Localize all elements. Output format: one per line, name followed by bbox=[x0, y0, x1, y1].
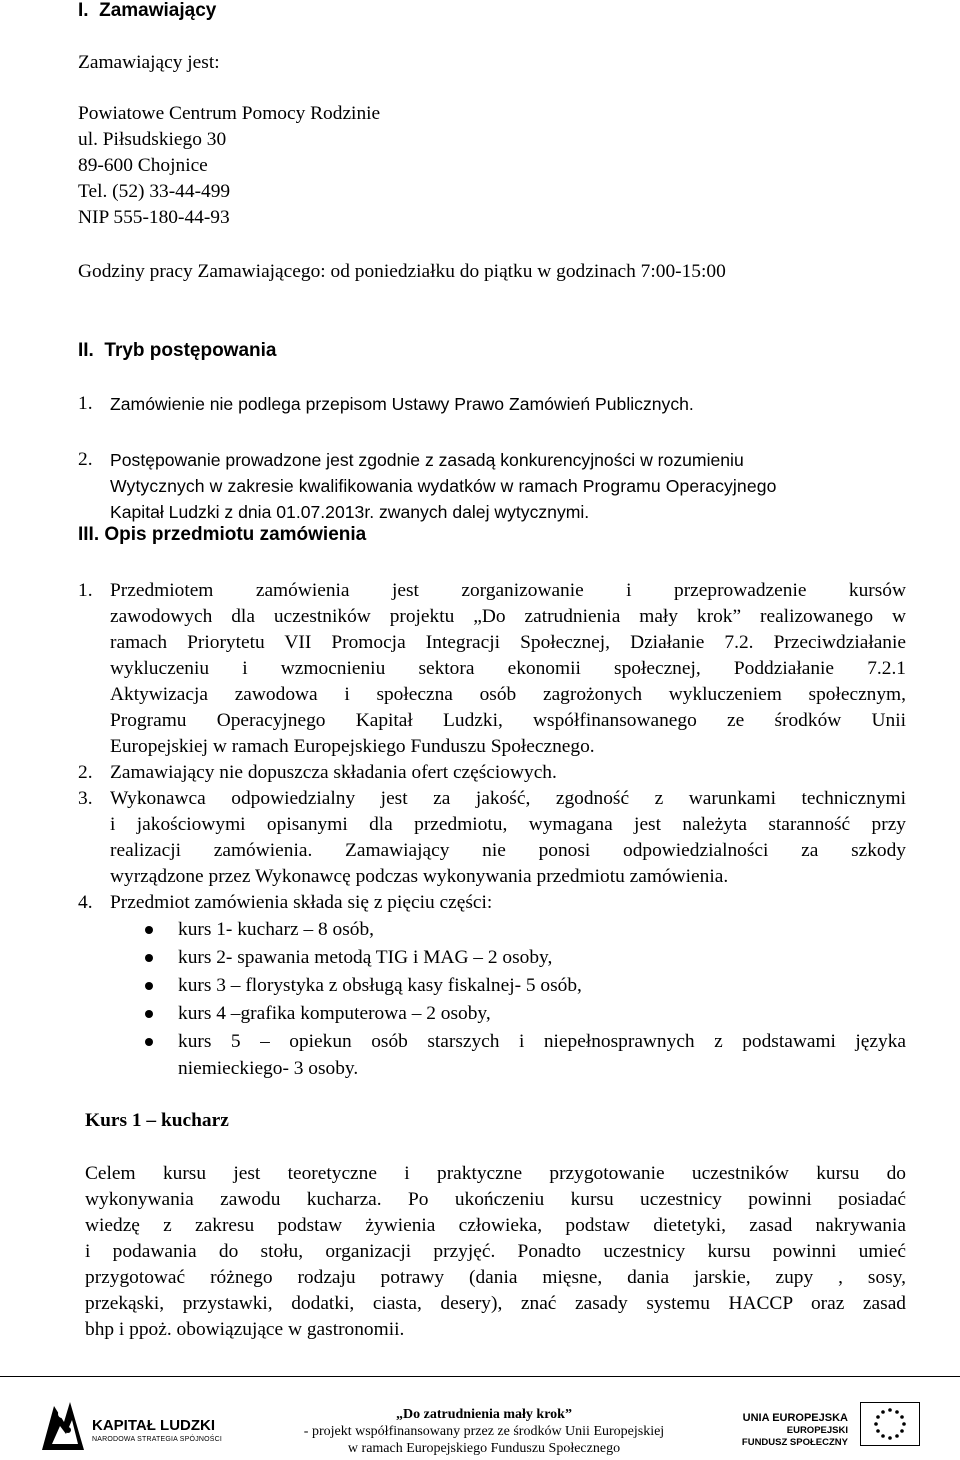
eu-label-line-1: UNIA EUROPEJSKA bbox=[742, 1412, 848, 1424]
course-item: kurs 1- kucharz – 8 osób, bbox=[178, 919, 375, 940]
procedure-item-2-line-3: Kapitał Ludzki z dnia 01.07.2013r. zwanych dalej wytycznymi. bbox=[110, 502, 590, 522]
course-1-heading: Kurs 1 – kucharz bbox=[85, 1110, 229, 1131]
subject-item-1-line-3: ramach Priorytetu VII Promocja Integracji Społecznej, Działanie 7.2. Przeciwdziałanie bbox=[110, 632, 906, 653]
subject-item-1-line-1: Przedmiotem zamówienia jest zorganizowanie i przeprowadzenie kursów bbox=[110, 580, 906, 601]
list-number: 1. bbox=[78, 393, 93, 414]
list-number: 3. bbox=[78, 788, 93, 809]
course-1-paragraph-line: i podawania do stołu, organizacji przyjęć. Ponadto uczestnicy kursu powinni umieć bbox=[85, 1241, 906, 1262]
subject-item-1-line-4: wykluczeniu i wzmocnieniu sektora ekonomii społecznej, Poddziałanie 7.2.1 bbox=[110, 658, 906, 679]
list-number: 1. bbox=[78, 580, 93, 601]
section-3-heading: III. Opis przedmiotu zamówienia bbox=[78, 524, 367, 545]
course-item: kurs 3 – florystyka z obsługą kasy fiskalnej- 5 osób, bbox=[178, 975, 582, 996]
eu-flag-icon bbox=[860, 1402, 920, 1446]
subject-item-2: Zamawiający nie dopuszcza składania ofert częściowych. bbox=[110, 762, 557, 783]
kapital-ludzki-subtitle: NARODOWA STRATEGIA SPÓJNOŚCI bbox=[92, 1436, 223, 1443]
kapital-ludzki-logo-icon bbox=[40, 1400, 86, 1452]
subject-item-1-line-6: Programu Operacyjnego Kapitał Ludzki, współfinansowanego ze środków Unii bbox=[110, 710, 906, 731]
bullet-icon bbox=[145, 926, 153, 934]
course-item: kurs 5 – opiekun osób starszych i niepełnosprawnych z podstawami języka bbox=[178, 1031, 906, 1052]
eu-label-line-2: EUROPEJSKI bbox=[786, 1425, 848, 1436]
procedure-item-2-line-2: Wytycznych w zakresie kwalifikowania wydatków w ramach Programu Operacyjnego bbox=[110, 476, 777, 496]
footer-divider bbox=[0, 1376, 960, 1377]
procedure-item-1: Zamówienie nie podlega przepisom Ustawy Prawo Zamówień Publicznych. bbox=[110, 394, 694, 414]
procedure-item-2-line-1: Postępowanie prowadzone jest zgodnie z zasadą konkurencyjności w rozumieniu bbox=[110, 450, 744, 470]
subject-item-4: Przedmiot zamówienia składa się z pięciu części: bbox=[110, 892, 493, 913]
address-city: 89-600 Chojnice bbox=[78, 155, 208, 176]
course-1-paragraph-line: wiedzę z zakresu podstaw żywienia człowieka, podstaw dietetyki, zasad nakrywania bbox=[85, 1215, 906, 1236]
course-item: kurs 4 –grafika komputerowa – 2 osoby, bbox=[178, 1003, 491, 1024]
eu-label-line-3: FUNDUSZ SPOŁECZNY bbox=[741, 1437, 848, 1448]
course-1-paragraph-line: bhp i ppoż. obowiązujące w gastronomii. bbox=[85, 1319, 405, 1340]
address-phone: Tel. (52) 33-44-499 bbox=[78, 181, 231, 202]
list-number: 2. bbox=[78, 762, 93, 783]
subject-item-3-line-4: wyrządzone przez Wykonawcę podczas wykonywania przedmiotu zamówienia. bbox=[110, 866, 729, 887]
course-1-paragraph-line: przygotować różnego rodzaju potrawy (dania mięsne, dania jarskie, zupy , sosy, bbox=[85, 1267, 906, 1288]
subject-item-1-line-5: Aktywizacja zawodowa i społeczna osób zagrożonych wykluczeniem społecznym, bbox=[110, 684, 906, 705]
course-1-paragraph-line: wykonywania zawodu kucharza. Po ukończeniu kursu uczestnicy powinni posiadać bbox=[85, 1189, 906, 1210]
course-item-continuation: niemieckiego- 3 osoby. bbox=[178, 1058, 359, 1079]
address-nip: NIP 555-180-44-93 bbox=[78, 207, 230, 228]
address-street: ul. Piłsudskiego 30 bbox=[78, 129, 227, 150]
orderer-intro: Zamawiający jest: bbox=[78, 52, 220, 73]
project-fund: w ramach Europejskiego Funduszu Społecznego bbox=[347, 1441, 621, 1456]
subject-item-1-line-2: zawodowych dla uczestników projektu „Do zatrudnienia mały krok” realizowanego w bbox=[110, 606, 906, 627]
section-2-heading: II. Tryb postępowania bbox=[78, 340, 277, 361]
subject-item-3-line-3: realizacji zamówienia. Zamawiający nie ponosi odpowiedzialności za szkody bbox=[110, 840, 906, 861]
course-1-paragraph-line: przekąski, przystawki, dodatki, ciasta, desery), znać zasady systemu HACCP oraz zasad bbox=[85, 1293, 906, 1314]
subject-item-3-line-2: i jakościowymi opisanymi dla przedmiotu, wymagana jest należyta staranność przy bbox=[110, 814, 906, 835]
bullet-icon bbox=[145, 982, 153, 990]
course-item: kurs 2- spawania metodą TIG i MAG – 2 osoby, bbox=[178, 947, 553, 968]
bullet-icon bbox=[145, 1010, 153, 1018]
list-number: 4. bbox=[78, 892, 93, 913]
bullet-icon bbox=[145, 954, 153, 962]
project-cofinancing: - projekt współfinansowany przez ze środków Unii Europejskiej bbox=[303, 1424, 665, 1439]
project-title: „Do zatrudnienia mały krok” bbox=[396, 1407, 572, 1422]
bullet-icon bbox=[145, 1038, 153, 1046]
section-1-heading: I. Zamawiający bbox=[78, 0, 217, 21]
address-name: Powiatowe Centrum Pomocy Rodzinie bbox=[78, 103, 381, 124]
kapital-ludzki-title: KAPITAŁ LUDZKI bbox=[92, 1417, 216, 1434]
course-1-paragraph-line: Celem kursu jest teoretyczne i praktyczne przygotowanie uczestników kursu do bbox=[85, 1163, 906, 1184]
list-number: 2. bbox=[78, 449, 93, 470]
working-hours: Godziny pracy Zamawiającego: od poniedziałku do piątku w godzinach 7:00-15:00 bbox=[78, 261, 726, 282]
subject-item-3-line-1: Wykonawca odpowiedzialny jest za jakość, zgodność z warunkami technicznymi bbox=[110, 788, 906, 809]
subject-item-1-line-7: Europejskiej w ramach Europejskiego Funduszu Społecznego. bbox=[110, 736, 595, 757]
